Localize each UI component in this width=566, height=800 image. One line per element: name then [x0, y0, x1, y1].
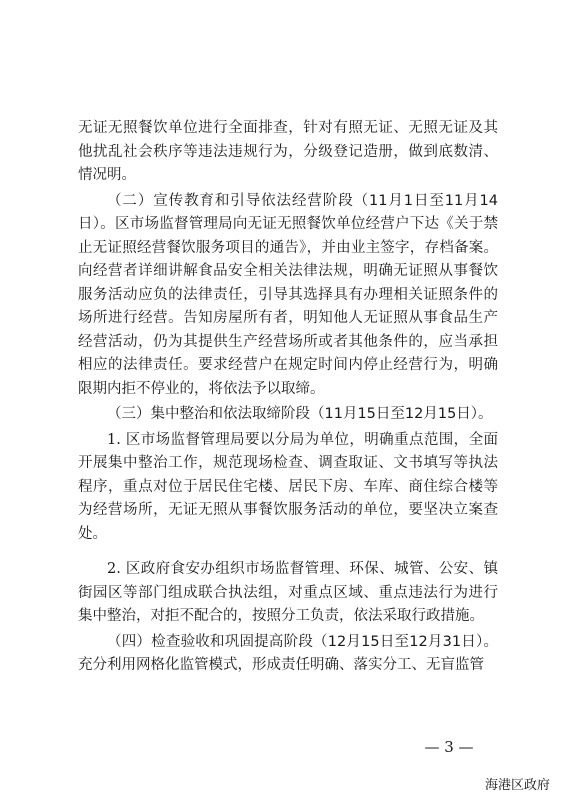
section-heading-four: （四）检查验收和巩固提高阶段（12月15日至12月31日）。 [107, 633, 498, 650]
source-watermark: 海港区政府 [484, 778, 550, 793]
paragraph-continuation: 无证无照餐饮单位进行全面排查，针对有照无证、无照无证及其他扰乱社会秩序等违法违规行为，分级登记造册，做到底数清、情况明。 [78, 120, 498, 183]
paragraph-section-four: （四）检查验收和巩固提高阶段（12月15日至12月31日）。充分利用网格化监管模式，形成责任明确、落实分工、无盲监管 [78, 633, 498, 673]
paragraph-section-three [78, 403, 498, 427]
paragraph-section-two [78, 190, 498, 402]
page-number: — 3 — [424, 738, 474, 756]
section-heading-three: （三）集中整治和依法取缔阶段（11月15日至12月15日）。 [107, 406, 493, 422]
document-body [78, 117, 498, 678]
section-heading-two: （二）宣传教育和引导依法经营阶段（11月1日至11月14日）。 [78, 192, 498, 232]
paragraph-item-one: 1. 区市场监督管理局要以分局为单位，明确重点范围，全面开展集中整治工作，规范现场检查、调查取证、文书填写等执法程序，重点对位于居民住宅楼、居民下房、车库、商住综合楼等为经营场所，无证无照从事餐饮服务活动的单位，要坚决立案查处。 [78, 431, 498, 542]
paragraph-item-two: 2. 区政府食安办组织市场监督管理、环保、城管、公安、镇街园区等部门组成联合执法组，对重点区域、重点违法行为进行集中整治，对拒不配合的，按照分工负责，依法采取行政措施。 [78, 561, 498, 624]
section-two-body: 区市场监督管理局向无证无照餐饮单位经营户下达《关于禁止无证照经营餐饮服务项目的通告》，并由业主签字，存档备案。向经营者详细讲解食品安全相关法律法规，明确无证照从事餐饮服务活动应负的法律责任，引导其选择具有办理相关证照条件的场所进行经营。告知房屋所有者，明知他人无证照从事食品生产经营活动，仍为其提供生产经营场所或者其他条件的，应当承担相应的法律责任。要求经营户在规定时间内停止经营行为，明确限期内拒不停业的，将依法予以取缔。 [78, 216, 499, 397]
